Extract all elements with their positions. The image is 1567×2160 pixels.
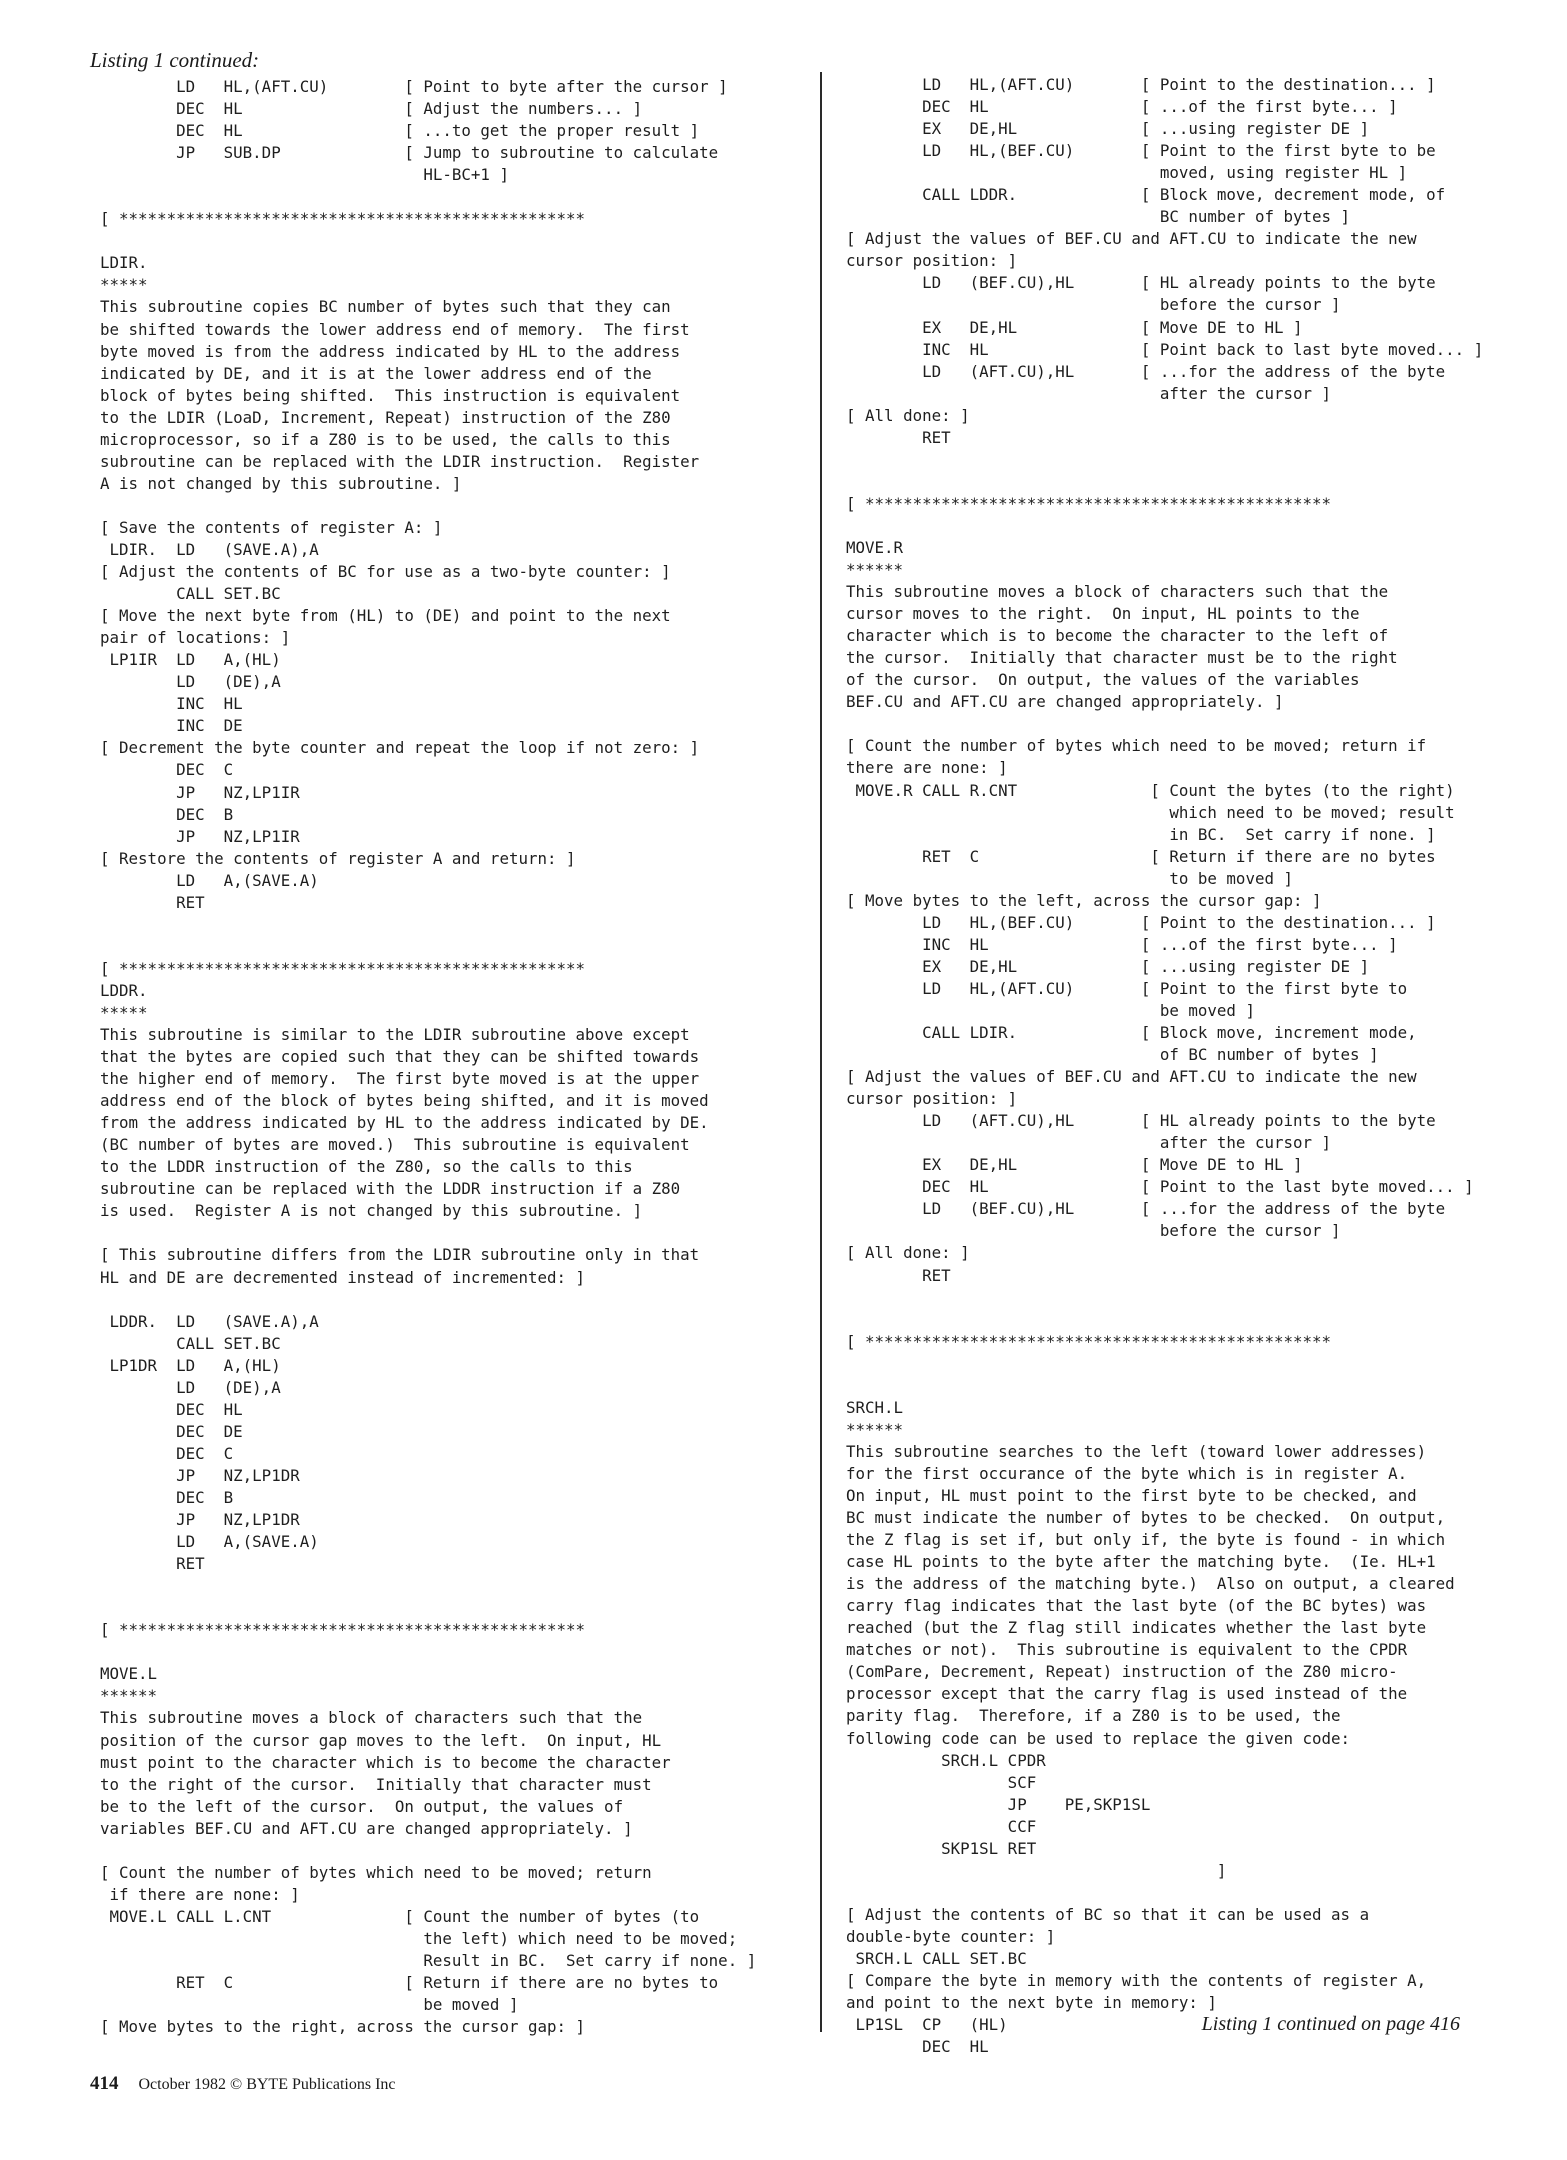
code-line: LD A,(SAVE.A) (100, 870, 319, 890)
code-line: subroutine can be replaced with the LDIR instruction. Register (100, 451, 700, 471)
code-line (846, 1309, 1546, 1331)
code-line: double-byte counter: ] (846, 1926, 1056, 1946)
code-line: LD (BEF.CU),HL [ ...for the address of the byte (846, 1199, 1446, 1219)
code-line: LDIR. LD (SAVE.A),A (100, 539, 319, 559)
code-line: before the cursor ] (846, 295, 1341, 315)
code-line: SCF (846, 1772, 1037, 1792)
code-line: RET (100, 892, 205, 912)
code-line: RET C [ Return if there are no bytes (846, 846, 1436, 866)
code-line: DEC B (100, 1488, 234, 1507)
code-line (846, 449, 1546, 471)
code-line: EX DE,HL [ Move DE to HL ] (846, 1155, 1303, 1175)
code-line: DEC HL [ Point to the last byte moved... ] (846, 1177, 1474, 1197)
code-line: pair of locations: ] (100, 628, 291, 648)
code-line: parity flag. Therefore, if a Z80 is to be used, the (846, 1706, 1341, 1726)
code-line: [ Adjust the values of BEF.CU and AFT.CU to indicate the new (846, 1067, 1417, 1087)
code-line: LD HL,(AFT.CU) [ Point to byte after the cursor ] (100, 77, 728, 96)
code-line: reached (but the Z flag still indicates whether the last byte (846, 1618, 1427, 1638)
code-line (100, 1597, 800, 1619)
code-line: Result in BC. Set carry if none. ] (100, 1950, 757, 1970)
code-line: to the LDDR instruction of the Z80, so the calls to this (100, 1157, 633, 1177)
page-footer (90, 2073, 396, 2095)
code-line: [ All done: ] (846, 405, 970, 425)
code-line: RET C [ Return if there are no bytes to (100, 1973, 719, 1993)
code-line: LDDR. LD (SAVE.A),A (100, 1311, 319, 1331)
footer-credit: October 1982 © BYTE Publications Inc (138, 2076, 396, 2093)
code-line: indicated by DE, and it is at the lower address end of the (100, 363, 652, 383)
code-line: CALL LDIR. [ Block move, increment mode, (846, 1023, 1417, 1043)
code-line: cursor moves to the right. On input, HL points to the (846, 604, 1360, 624)
code-line: [ ************************************************* (846, 493, 1332, 513)
code-line: RET (100, 1554, 205, 1574)
code-line: [ ************************************************* (100, 958, 586, 978)
code-line (846, 1287, 1546, 1309)
code-line: LP1IR LD A,(HL) (100, 650, 281, 670)
code-line: address end of the block of bytes being shifted, and it is moved (100, 1091, 709, 1111)
code-line: the higher end of memory. The first byte moved is at the upper (100, 1069, 700, 1089)
code-line: (BC number of bytes are moved.) This subroutine is equivalent (100, 1135, 690, 1155)
code-line: be to the left of the cursor. On output, the values of (100, 1796, 624, 1816)
code-line: ***** (100, 275, 148, 295)
code-line: BEF.CU and AFT.CU are changed appropriately. ] (846, 692, 1284, 712)
code-line: to the LDIR (LoaD, Increment, Repeat) instruction of the Z80 (100, 407, 671, 427)
code-line: character which is to become the character to the left of (846, 626, 1389, 646)
code-line: SKP1SL RET (846, 1838, 1037, 1858)
code-line: [ Decrement the byte counter and repeat the loop if not zero: ] (100, 738, 700, 758)
code-line: matches or not). This subroutine is equivalent to the CPDR (846, 1640, 1408, 1660)
code-line: INC HL (100, 694, 243, 714)
code-line: CALL LDDR. [ Block move, decrement mode, of (846, 185, 1446, 205)
code-line: be shifted towards the lower address end of memory. The first (100, 319, 690, 339)
code-line: EX DE,HL [ Move DE to HL ] (846, 317, 1303, 337)
code-line: of BC number of bytes ] (846, 1045, 1379, 1065)
code-line: there are none: ] (846, 758, 1008, 778)
code-line: [ Count the number of bytes which need to be moved; return if (846, 736, 1427, 756)
code-line: of the cursor. On output, the values of the variables (846, 670, 1360, 690)
code-line: [ ************************************************* (846, 1331, 1332, 1351)
code-line: [ Restore the contents of register A and return: ] (100, 848, 576, 868)
code-line: if there are none: ] (100, 1884, 300, 1904)
code-line: DEC DE (100, 1421, 243, 1441)
code-line: that the bytes are copied such that they can be shifted towards (100, 1047, 700, 1067)
code-line: LP1SL CP (HL) (846, 2015, 1008, 2035)
code-line: LD HL,(BEF.CU) [ Point to the first byte to be (846, 141, 1436, 161)
code-line: JP NZ,LP1IR (100, 826, 300, 846)
code-line: ****** (100, 1686, 158, 1706)
code-line: EX DE,HL [ ...using register DE ] (846, 119, 1370, 139)
code-line: byte moved is from the address indicated by HL to the address (100, 341, 681, 361)
code-line: SRCH.L (846, 1397, 904, 1417)
listing-left-column (100, 76, 800, 2038)
code-line: position of the cursor gap moves to the left. On input, HL (100, 1730, 662, 1750)
code-line (100, 1641, 800, 1663)
code-line: [ All done: ] (846, 1243, 970, 1263)
code-line: JP NZ,LP1DR (100, 1510, 300, 1530)
code-line: the cursor. Initially that character must be to the right (846, 648, 1398, 668)
code-line: DEC HL (846, 2037, 989, 2057)
code-line: [ Save the contents of register A: ] (100, 517, 443, 537)
code-line: following code can be used to replace the given code: (846, 1728, 1351, 1748)
code-line: LD HL,(AFT.CU) [ Point to the first byte to (846, 978, 1408, 998)
code-line (100, 495, 800, 517)
code-line: LD HL,(BEF.CU) [ Point to the destination... ] (846, 912, 1436, 932)
code-line: LD (DE),A (100, 1377, 281, 1397)
code-line: BC must indicate the number of bytes to be checked. On output, (846, 1508, 1446, 1528)
code-line: variables BEF.CU and AFT.CU are changed appropriately. ] (100, 1818, 633, 1838)
code-line: [ ************************************************* (100, 209, 586, 229)
code-line: MOVE.R CALL R.CNT [ Count the bytes (to the right) (846, 780, 1455, 800)
code-line: A is not changed by this subroutine. ] (100, 473, 462, 493)
code-line: This subroutine is similar to the LDIR subroutine above except (100, 1025, 690, 1045)
column-divider (820, 72, 822, 2032)
code-line: JP SUB.DP [ Jump to subroutine to calculate (100, 143, 719, 163)
code-line: JP NZ,LP1DR (100, 1465, 300, 1485)
code-line: after the cursor ] (846, 1133, 1332, 1153)
code-line: DEC HL [ ...to get the proper result ] (100, 121, 700, 141)
code-line: [ This subroutine differs from the LDIR subroutine only in that (100, 1245, 700, 1265)
code-line: LD HL,(AFT.CU) [ Point to the destination... ] (846, 75, 1436, 94)
listing-right-column (846, 74, 1546, 2058)
code-line: to the right of the cursor. Initially that character must (100, 1774, 652, 1794)
code-line: after the cursor ] (846, 383, 1332, 403)
code-line: DEC HL [ Adjust the numbers... ] (100, 99, 643, 119)
code-line: JP PE,SKP1SL (846, 1794, 1151, 1814)
code-line: This subroutine searches to the left (toward lower addresses) (846, 1441, 1427, 1461)
code-line (100, 936, 800, 958)
code-line: [ Compare the byte in memory with the contents of register A, (846, 1971, 1427, 1991)
code-line: MOVE.L CALL L.CNT [ Count the number of bytes (to (100, 1906, 700, 1926)
code-line (100, 1575, 800, 1597)
code-line: DEC C (100, 760, 234, 780)
code-line: [ Move bytes to the right, across the cursor gap: ] (100, 2017, 586, 2037)
code-line: INC HL [ ...of the first byte... ] (846, 934, 1398, 954)
code-line: CCF (846, 1816, 1037, 1836)
code-line: RET (846, 427, 951, 447)
code-line: SRCH.L CPDR (846, 1750, 1046, 1770)
code-line (846, 515, 1546, 537)
code-line: cursor position: ] (846, 251, 1018, 271)
code-line: ****** (846, 1419, 904, 1439)
code-line: BC number of bytes ] (846, 207, 1351, 227)
code-line: ] (846, 1860, 1227, 1880)
code-line: LD (DE),A (100, 672, 281, 692)
code-line: DEC HL [ ...of the first byte... ] (846, 97, 1398, 117)
code-line (846, 1375, 1546, 1397)
code-line: [ Adjust the contents of BC so that it can be used as a (846, 1904, 1370, 1924)
code-line: case HL points to the byte after the matching byte. (Ie. HL+1 (846, 1552, 1436, 1572)
code-line: MOVE.R (846, 537, 904, 557)
code-line: LD (BEF.CU),HL [ HL already points to the byte (846, 273, 1436, 293)
code-line: On input, HL must point to the first byte to be checked, and (846, 1486, 1417, 1505)
code-line: to be moved ] (846, 868, 1293, 888)
code-line: RET (846, 1265, 951, 1285)
code-line: DEC HL (100, 1399, 243, 1419)
code-line: which need to be moved; result (846, 802, 1455, 822)
code-line: HL and DE are decremented instead of incremented: ] (100, 1267, 586, 1287)
code-line: LP1DR LD A,(HL) (100, 1355, 281, 1375)
code-line (100, 1840, 800, 1862)
code-line (100, 914, 800, 936)
code-line: block of bytes being shifted. This instruction is equivalent (100, 385, 681, 405)
code-line: the left) which need to be moved; (100, 1928, 738, 1948)
code-line: be moved ] (100, 1995, 519, 2015)
code-line: CALL SET.BC (100, 1333, 281, 1353)
listing-heading: Listing 1 continued: (90, 48, 260, 72)
code-line: This subroutine moves a block of characters such that the (846, 582, 1389, 602)
code-line: is the address of the matching byte.) Also on output, a cleared (846, 1574, 1455, 1594)
code-line: LDIR. (100, 253, 148, 273)
code-line: ****** (846, 560, 904, 580)
code-line: EX DE,HL [ ...using register DE ] (846, 956, 1370, 976)
continuation-note: Listing 1 continued on page 416 (1201, 2013, 1460, 2035)
code-line: HL-BC+1 ] (100, 165, 509, 185)
code-line: INC DE (100, 716, 243, 736)
code-line (846, 471, 1546, 493)
code-line: LDDR. (100, 980, 148, 1000)
code-line: This subroutine moves a block of characters such that the (100, 1708, 643, 1728)
code-line: carry flag indicates that the last byte (of the BC bytes) was (846, 1596, 1427, 1616)
code-line: before the cursor ] (846, 1221, 1341, 1241)
code-line (100, 1222, 800, 1244)
code-line: microprocessor, so if a Z80 is to be used, the calls to this (100, 429, 671, 449)
page-number: 414 (90, 2073, 119, 2094)
code-line: CALL SET.BC (100, 584, 281, 604)
code-line (100, 1289, 800, 1311)
code-line: LD A,(SAVE.A) (100, 1532, 319, 1552)
code-line (846, 713, 1546, 735)
code-line: for the first occurance of the byte which is in register A. (846, 1463, 1408, 1483)
code-line: (ComPare, Decrement, Repeat) instruction of the Z80 micro- (846, 1662, 1398, 1682)
code-line: DEC B (100, 804, 234, 824)
code-line: This subroutine copies BC number of bytes such that they can (100, 297, 671, 317)
code-line: [ Move bytes to the left, across the cursor gap: ] (846, 890, 1322, 910)
code-line: and point to the next byte in memory: ] (846, 1993, 1217, 2013)
code-line: MOVE.L (100, 1664, 158, 1684)
code-line: LD (AFT.CU),HL [ ...for the address of the byte (846, 361, 1446, 381)
code-line: from the address indicated by HL to the address indicated by DE. (100, 1113, 709, 1133)
code-line: is used. Register A is not changed by this subroutine. ] (100, 1201, 643, 1221)
code-line: be moved ] (846, 1000, 1255, 1020)
code-line: JP NZ,LP1IR (100, 782, 300, 802)
code-line: DEC C (100, 1443, 234, 1463)
code-line: subroutine can be replaced with the LDDR instruction if a Z80 (100, 1179, 681, 1199)
code-line: LD (AFT.CU),HL [ HL already points to the byte (846, 1111, 1436, 1131)
code-line: [ ************************************************* (100, 1620, 586, 1640)
code-line: cursor position: ] (846, 1089, 1018, 1109)
code-line: [ Adjust the contents of BC for use as a two-byte counter: ] (100, 562, 671, 582)
code-line: SRCH.L CALL SET.BC (846, 1948, 1027, 1968)
code-line: [ Move the next byte from (HL) to (DE) and point to the next (100, 606, 671, 626)
code-line: the Z flag is set if, but only if, the byte is found - in which (846, 1530, 1446, 1550)
code-line (100, 230, 800, 252)
code-line (846, 1882, 1546, 1904)
code-line (846, 1353, 1546, 1375)
code-line: processor except that the carry flag is used instead of the (846, 1684, 1408, 1704)
code-line: must point to the character which is to become the character (100, 1752, 671, 1772)
code-line: moved, using register HL ] (846, 163, 1408, 183)
code-line (100, 186, 800, 208)
code-line: [ Count the number of bytes which need to be moved; return (100, 1862, 652, 1882)
code-line: INC HL [ Point back to last byte moved... ] (846, 339, 1484, 359)
code-line: ***** (100, 1002, 148, 1022)
code-line: in BC. Set carry if none. ] (846, 824, 1436, 844)
code-line: [ Adjust the values of BEF.CU and AFT.CU to indicate the new (846, 229, 1417, 249)
